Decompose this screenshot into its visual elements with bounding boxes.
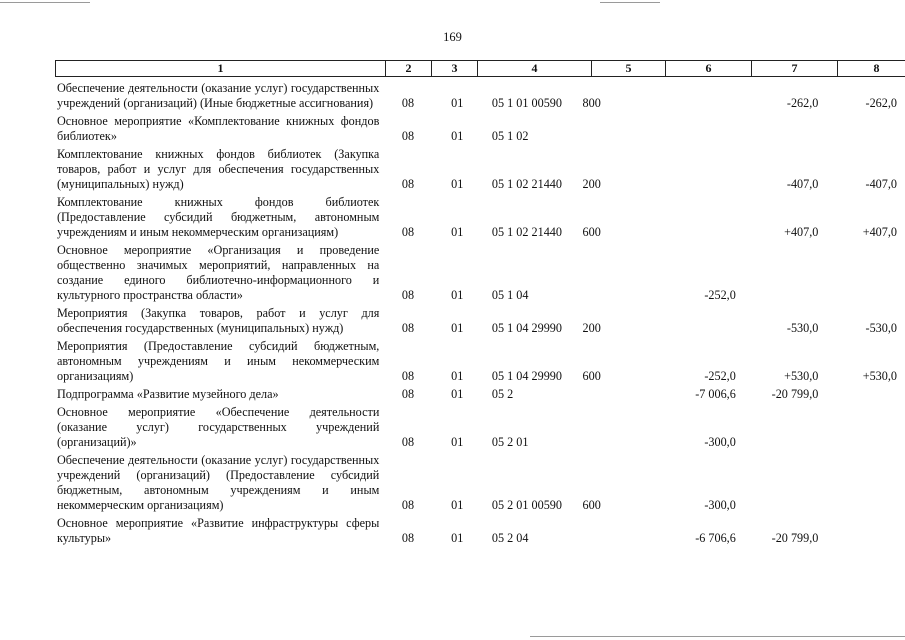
row-target-article: 05 2 04 (491, 531, 529, 545)
row-expense-type: 600 (582, 225, 601, 239)
row-section-code: 08 (401, 96, 415, 110)
table-row (57, 147, 897, 192)
column-header-3: 3 (432, 61, 478, 77)
row-amount-col6: -252,0 (704, 288, 736, 302)
row-target-article: 05 1 02 (491, 129, 529, 143)
row-amount-col8: -262,0 (865, 96, 897, 110)
table-row (57, 405, 897, 450)
row-subsection-code: 01 (451, 177, 464, 191)
row-expense-type: 200 (582, 177, 601, 191)
row-amount-col7: -530,0 (786, 321, 819, 335)
row-subsection-code: 01 (451, 435, 464, 449)
row-subsection-code: 01 (451, 321, 464, 335)
column-header-5: 5 (592, 61, 666, 77)
row-description: Основное мероприятие «Комплектование книжных фондов библиотек» (57, 114, 380, 143)
row-amount-col8: +530,0 (862, 369, 897, 383)
row-subsection-code: 01 (451, 225, 464, 239)
column-header-6: 6 (666, 61, 752, 77)
row-expense-type: 200 (582, 321, 601, 335)
row-target-article: 05 2 01 00590 (491, 498, 562, 512)
row-amount-col7: -407,0 (786, 177, 819, 191)
row-section-code: 08 (401, 288, 415, 302)
row-target-article: 05 2 (491, 387, 514, 401)
row-amount-col6: -7 006,6 (695, 387, 736, 401)
row-target-article: 05 2 01 (491, 435, 529, 449)
row-description: Обеспечение деятельности (оказание услуг) государственных учреждений (организаций) (Иные бюджетные ассигнования) (57, 81, 380, 110)
table-row (57, 306, 897, 336)
row-amount-col6: -300,0 (704, 435, 736, 449)
row-description: Основное мероприятие «Развитие инфраструктуры сферы культуры» (57, 516, 380, 545)
row-amount-col8: -407,0 (865, 177, 897, 191)
row-amount-col7: -20 799,0 (771, 387, 819, 401)
column-header-table (55, 60, 905, 77)
scan-artifact-top-left (0, 2, 90, 3)
row-amount-col7: +530,0 (784, 369, 819, 383)
column-header-row (56, 61, 905, 77)
row-amount-col6: -6 706,6 (695, 531, 736, 545)
row-section-code: 08 (401, 387, 415, 401)
row-section-code: 08 (401, 531, 415, 545)
row-description: Основное мероприятие «Обеспечение деятельности (оказание услуг) государственных учреждений (организаций)» (57, 405, 380, 449)
row-section-code: 08 (401, 498, 415, 512)
column-header-7: 7 (752, 61, 838, 77)
row-description: Обеспечение деятельности (оказание услуг) государственных учреждений (организаций) (Предоставление субсидий бюджетным, автономным учреждениям и иным некоммерческим организациям) (57, 453, 380, 512)
row-target-article: 05 1 04 29990 (491, 321, 562, 335)
column-header-2: 2 (386, 61, 432, 77)
table-row (57, 81, 897, 111)
row-description: Подпрограмма «Развитие музейного дела» (57, 387, 279, 401)
column-header-8: 8 (838, 61, 905, 77)
row-section-code: 08 (401, 435, 415, 449)
row-expense-type: 600 (582, 369, 601, 383)
row-amount-col7: -262,0 (786, 96, 819, 110)
table-row (57, 243, 897, 303)
row-amount-col7: +407,0 (784, 225, 819, 239)
row-expense-type: 600 (582, 498, 601, 512)
row-expense-type: 800 (582, 96, 601, 110)
row-description: Комплектование книжных фондов библиотек (Предоставление субсидий бюджетным, автономным учреждениям и иным некоммерческим организациям) (57, 195, 380, 239)
table-row (57, 387, 897, 402)
row-subsection-code: 01 (451, 387, 464, 401)
row-subsection-code: 01 (451, 129, 464, 143)
row-target-article: 05 1 04 (491, 288, 529, 302)
row-description: Мероприятия (Закупка товаров, работ и услуг для обеспечения государственных (муниципальных) нужд) (57, 306, 380, 335)
row-section-code: 08 (401, 321, 415, 335)
row-target-article: 05 1 02 21440 (491, 177, 562, 191)
row-description: Основное мероприятие «Организация и проведение общественно значимых мероприятий, направленных на создание единого библиотечно-информационного и культурного пространства области» (57, 243, 380, 302)
column-header-4: 4 (478, 61, 592, 77)
scan-artifact-bottom (530, 636, 905, 637)
table-row (57, 516, 897, 546)
row-amount-col6: -252,0 (704, 369, 736, 383)
row-target-article: 05 1 02 21440 (491, 225, 562, 239)
row-target-article: 05 1 01 00590 (491, 96, 562, 110)
scan-artifact-top-right (600, 2, 660, 3)
row-subsection-code: 01 (451, 369, 464, 383)
table-row (57, 339, 897, 384)
row-subsection-code: 01 (451, 498, 464, 512)
row-amount-col7: -20 799,0 (771, 531, 819, 545)
row-description: Комплектование книжных фондов библиотек (Закупка товаров, работ и услуг для обеспечения государственных (муниципальных) нужд) (57, 147, 380, 191)
row-section-code: 08 (401, 369, 415, 383)
row-amount-col8: +407,0 (862, 225, 897, 239)
row-amount-col8: -530,0 (865, 321, 897, 335)
row-amount-col6: -300,0 (704, 498, 736, 512)
row-section-code: 08 (401, 177, 415, 191)
row-target-article: 05 1 04 29990 (491, 369, 562, 383)
row-subsection-code: 01 (451, 531, 464, 545)
row-subsection-code: 01 (451, 288, 464, 302)
column-header-1: 1 (56, 61, 386, 77)
table-row (57, 453, 897, 513)
row-description: Мероприятия (Предоставление субсидий бюджетным, автономным учреждениям и иным некоммерческим организациям) (57, 339, 380, 383)
row-section-code: 08 (401, 225, 415, 239)
row-subsection-code: 01 (451, 96, 464, 110)
table-row (57, 195, 897, 240)
row-section-code: 08 (401, 129, 415, 143)
budget-table-body (57, 81, 897, 549)
page-number: 169 (443, 30, 462, 44)
table-row (57, 114, 897, 144)
